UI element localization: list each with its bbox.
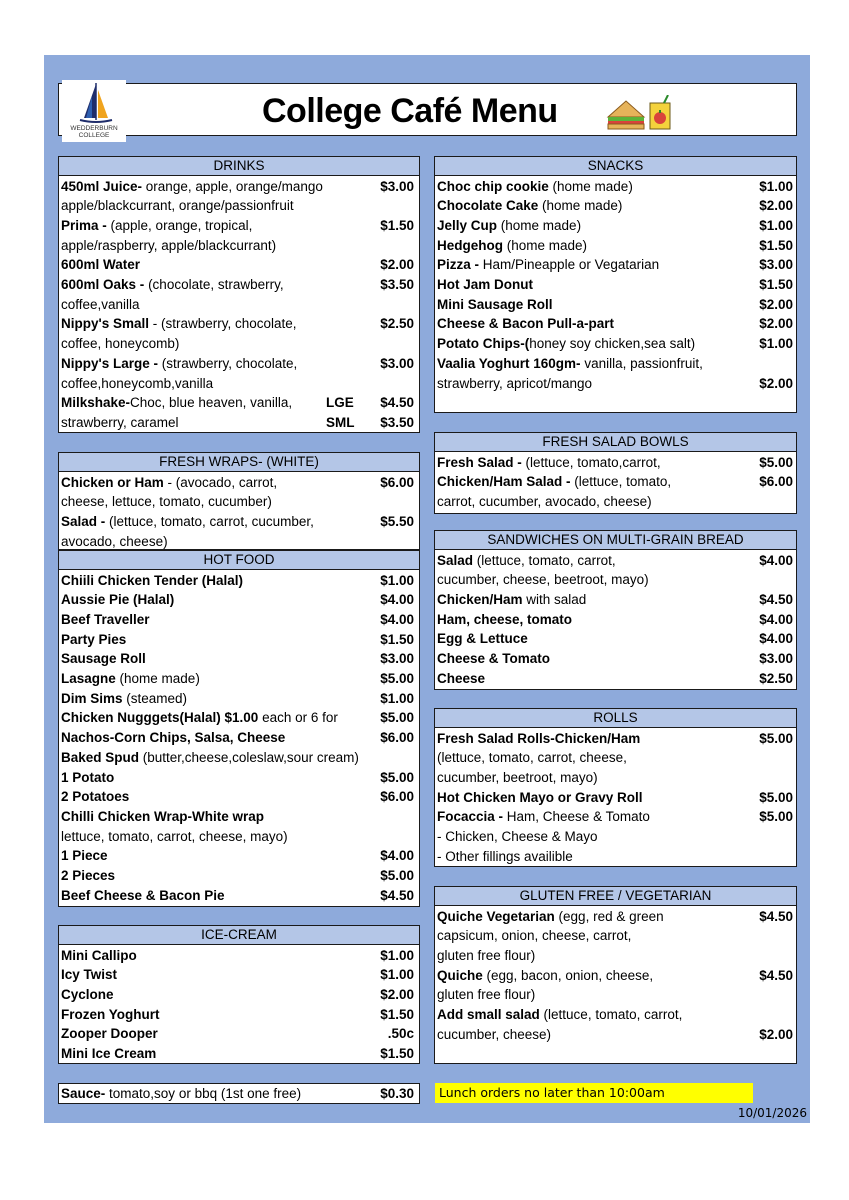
item-name: Chiili Chicken Tender (Halal)	[61, 572, 244, 588]
menu-item-row	[61, 492, 272, 512]
menu-item-row	[61, 354, 297, 374]
item-price: $1.50	[380, 1046, 414, 1061]
menu-item-row	[61, 1005, 160, 1025]
menu-date: 10/01/2026	[737, 1106, 807, 1120]
menu-item-row	[61, 374, 213, 394]
menu-item-row	[61, 728, 285, 748]
menu-item-row	[437, 236, 587, 256]
menu-item-row	[61, 512, 314, 532]
item-price: $4.00	[380, 592, 414, 608]
item-detail: honey soy chicken,sea salt)	[529, 336, 696, 352]
school-logo	[62, 80, 126, 142]
menu-item-row	[437, 907, 664, 927]
item-price: $3.50	[380, 277, 414, 292]
item-name: Hot Chicken Mayo or Gravy Roll	[437, 789, 643, 805]
menu-item-row	[61, 413, 179, 433]
item-name: Ham, cheese, tomato	[437, 611, 573, 627]
menu-item-row	[61, 946, 137, 966]
item-price: $5.00	[759, 809, 793, 825]
menu-item-row	[61, 846, 108, 866]
item-price: $6.00	[380, 730, 414, 746]
menu-item-row	[61, 787, 129, 807]
item-price: $6.00	[380, 474, 414, 490]
item-name: Cheese & Tomato	[437, 651, 551, 666]
item-price: $4.00	[380, 611, 414, 627]
item-name: Dim Sims	[61, 690, 123, 706]
item-price: $1.00	[759, 178, 793, 194]
item-name: Choc chip cookie	[437, 178, 549, 194]
item-detail: gluten free flour)	[437, 947, 536, 963]
item-price: $3.00	[380, 355, 414, 371]
item-price: $1.00	[380, 947, 414, 963]
item-name: Hedgehog	[437, 237, 503, 253]
item-price: $2.50	[380, 316, 414, 332]
item-name: Quiche	[437, 967, 483, 983]
item-name: Quiche Vegetarian	[437, 908, 555, 924]
item-detail: coffee,vanilla	[61, 296, 140, 312]
item-detail: Choc, blue heaven, vanilla,	[130, 395, 293, 411]
item-price: $2.00	[759, 316, 793, 332]
size-label: LGE	[326, 395, 354, 411]
item-detail: (home made)	[548, 178, 633, 194]
item-name: Pizza -	[437, 257, 480, 273]
menu-item-row	[61, 708, 338, 728]
item-detail: (butter,cheese,coleslaw,sour cream)	[139, 749, 359, 765]
item-name: Cheese & Bacon Pull-a-part	[437, 316, 615, 332]
menu-item-row	[61, 334, 179, 354]
rolls-header: ROLLS	[434, 708, 797, 728]
item-detail: - Chicken, Cheese & Mayo	[437, 829, 598, 844]
menu-item-row	[61, 393, 292, 413]
menu-item-row	[437, 847, 573, 867]
item-price: $3.00	[759, 257, 793, 273]
item-name: Cheese	[437, 670, 486, 686]
item-name: Fresh Salad -	[437, 454, 522, 470]
item-name: Chilli Chicken Wrap-White wrap	[61, 808, 265, 824]
item-price: $4.00	[759, 631, 793, 647]
item-price: $4.50	[759, 591, 793, 607]
menu-item-row	[61, 473, 277, 493]
item-name: Beef Cheese & Bacon Pie	[61, 887, 225, 903]
menu-item-row	[437, 334, 695, 354]
item-detail: Ham/Pineapple or Vegatarian	[479, 257, 660, 273]
item-detail: (lettuce, tomato, carrot,	[539, 1007, 683, 1022]
menu-item-row	[61, 669, 200, 689]
lunch-order-note: Lunch orders no later than 10:00am	[435, 1083, 753, 1103]
menu-item-row	[437, 610, 572, 630]
item-detail: - (avocado, carrot,	[163, 474, 278, 490]
menu-item-row	[437, 177, 633, 197]
item-name: Nachos-Corn Chips, Salsa, Cheese	[61, 730, 286, 746]
item-detail: avocado, cheese)	[61, 533, 168, 549]
item-price: $5.00	[759, 454, 793, 470]
item-name: Cyclone	[61, 986, 114, 1002]
salad-bowls-header: FRESH SALAD BOWLS	[434, 432, 797, 452]
menu-item-row	[61, 827, 288, 847]
drinks-header: DRINKS	[58, 156, 420, 176]
menu-item-row	[437, 926, 631, 946]
logo-text: WEDDERBURN COLLEGE	[70, 125, 118, 139]
item-name: Chicken/Ham Salad -	[437, 474, 571, 490]
item-detail: (lettuce, tomato,	[570, 474, 672, 490]
item-price: $5.00	[380, 710, 414, 726]
item-name: Chicken/Ham	[437, 591, 523, 607]
menu-item-row	[437, 314, 614, 334]
item-price: $5.00	[759, 730, 793, 746]
menu-item-row	[437, 768, 598, 788]
menu-item-row	[61, 886, 225, 906]
item-detail: cucumber, cheese)	[437, 1026, 552, 1042]
item-price: $1.50	[380, 1006, 414, 1022]
item-name: Focaccia -	[437, 809, 504, 825]
menu-item-row	[61, 985, 114, 1005]
item-price: $1.00	[380, 967, 414, 983]
item-price: $4.50	[759, 967, 793, 983]
item-price: $2.00	[380, 986, 414, 1002]
item-price: $1.50	[380, 631, 414, 647]
item-detail: capsicum, onion, cheese, carrot,	[437, 928, 632, 944]
item-detail: (egg, bacon, onion, cheese,	[482, 967, 654, 983]
item-detail: carrot, cucumber, avocado, cheese)	[437, 493, 652, 509]
menu-item-row	[61, 571, 243, 591]
item-detail: - (strawberry, chocolate,	[149, 316, 297, 332]
item-price: $2.00	[759, 1026, 793, 1042]
item-name: Nippy's Small	[61, 316, 149, 332]
item-detail: strawberry, caramel	[61, 414, 179, 430]
item-price: $4.50	[380, 887, 414, 903]
menu-item-row	[437, 1005, 682, 1025]
menu-item-row	[61, 1044, 156, 1064]
item-price: $3.50	[380, 414, 414, 430]
menu-item-row	[437, 216, 581, 236]
menu-item-row	[61, 216, 252, 236]
item-detail: gluten free flour)	[437, 987, 536, 1003]
item-price: $4.00	[380, 848, 414, 864]
item-name: Lasagne	[61, 671, 116, 686]
item-name: Milkshake-	[61, 395, 131, 411]
item-price: .50c	[387, 1026, 414, 1042]
item-name: Egg & Lettuce	[437, 631, 528, 647]
item-price: $4.50	[759, 908, 793, 924]
menu-item-row	[437, 354, 703, 374]
menu-item-row	[61, 965, 117, 985]
item-detail: tomato,soy or bbq (1st one free)	[105, 1085, 302, 1101]
gluten-free-header: GLUTEN FREE / VEGETARIAN	[434, 886, 797, 906]
item-price: $6.00	[380, 789, 414, 805]
item-name: Add small salad	[437, 1007, 540, 1022]
item-price: $4.00	[759, 552, 793, 568]
menu-item-row	[437, 649, 550, 669]
item-name: 450ml Juice-	[61, 178, 143, 194]
menu-item-row	[437, 748, 627, 768]
menu-item-row	[437, 966, 653, 986]
menu-item-row	[61, 748, 359, 768]
item-detail: (lettuce, tomato, carrot,	[473, 552, 616, 568]
item-detail: Ham, Cheese & Tomato	[503, 809, 650, 825]
item-name: Jelly Cup	[437, 217, 498, 233]
item-name: Baked Spud	[61, 749, 140, 765]
menu-item-row	[61, 177, 323, 197]
item-detail: - Other fillings availible	[437, 848, 573, 864]
item-name: Prima -	[61, 217, 107, 233]
item-name: Sausage Roll	[61, 651, 146, 667]
sandwiches-header: SANDWICHES ON MULTI-GRAIN BREAD	[434, 530, 797, 550]
item-price: $2.00	[759, 296, 793, 312]
menu-item-row	[437, 551, 616, 571]
item-detail: (chocolate, strawberry,	[144, 277, 284, 292]
menu-item-row	[437, 570, 649, 590]
item-price: $2.00	[759, 198, 793, 214]
menu-item-row	[437, 729, 640, 749]
item-detail: apple/blackcurrant, orange/passionfruit	[61, 198, 294, 214]
item-name: Beef Traveller	[61, 611, 150, 627]
item-detail: vanilla, passionfruit,	[580, 355, 703, 371]
menu-item-row	[61, 768, 114, 788]
item-price: $2.00	[759, 375, 793, 391]
menu-item-row	[437, 807, 650, 827]
item-name: 2 Pieces	[61, 868, 116, 883]
item-name: Icy Twist	[61, 967, 118, 983]
item-price: $1.50	[759, 237, 793, 253]
item-detail: coffee,honeycomb,vanilla	[61, 375, 214, 391]
item-name: 600ml Water	[61, 257, 141, 273]
item-name: Chocolate Cake	[437, 198, 539, 214]
menu-item-row	[437, 946, 535, 966]
menu-item-row	[437, 453, 661, 473]
hot-food-header: HOT FOOD	[58, 550, 420, 570]
menu-item-row	[61, 532, 168, 552]
menu-item-row	[437, 827, 598, 847]
menu-item-row	[437, 985, 535, 1005]
menu-item-row	[61, 314, 297, 334]
item-detail: (lettuce, tomato, carrot, cheese,	[437, 750, 627, 766]
ice-cream-header: ICE-CREAM	[58, 925, 420, 945]
menu-item-row	[61, 275, 284, 295]
size-label: SML	[326, 414, 355, 430]
menu-item-row	[437, 255, 659, 275]
item-price: $3.00	[380, 178, 414, 194]
menu-item-row	[437, 1025, 551, 1045]
item-name: Mini Ice Cream	[61, 1046, 157, 1061]
menu-item-row	[61, 196, 294, 216]
item-name: Sauce-	[61, 1085, 106, 1101]
item-name: Chicken Nugggets(Halal) $1.00	[61, 710, 259, 726]
sandwich-juice-icon	[606, 95, 676, 131]
item-detail: (home made)	[115, 671, 200, 686]
item-detail: cucumber, cheese, beetroot, mayo)	[437, 572, 649, 588]
item-name: Aussie Pie (Halal)	[61, 592, 175, 608]
item-name: Fresh Salad Rolls-Chicken/Ham	[437, 730, 641, 746]
item-price: $2.00	[380, 257, 414, 273]
item-detail: (strawberry, chocolate,	[157, 355, 298, 371]
item-detail: apple/raspberry, apple/blackcurrant)	[61, 237, 277, 253]
item-price: $4.50	[380, 395, 414, 411]
snacks-header: SNACKS	[434, 156, 797, 176]
item-name: Salad -	[61, 513, 106, 529]
item-price: $1.00	[759, 336, 793, 352]
menu-item-row	[437, 590, 586, 610]
menu-item-row	[437, 295, 553, 315]
item-name: 1 Potato	[61, 769, 115, 785]
item-name: Nippy's Large -	[61, 355, 158, 371]
menu-item-row	[437, 472, 671, 492]
item-price: $3.00	[759, 651, 793, 666]
menu-item-row	[61, 590, 174, 610]
item-name: Mini Callipo	[61, 947, 137, 963]
menu-item-row	[61, 689, 187, 709]
sailboat-logo-icon	[62, 80, 126, 124]
item-detail: with salad	[522, 591, 587, 607]
menu-item-row	[437, 374, 592, 394]
item-price: $5.00	[759, 789, 793, 805]
item-name: Chicken or Ham	[61, 474, 164, 490]
item-name: Party Pies	[61, 631, 127, 647]
item-name: Mini Sausage Roll	[437, 296, 553, 312]
item-detail: each or 6 for	[258, 710, 338, 726]
item-detail: (home made)	[538, 198, 623, 214]
item-detail: strawberry, apricot/mango	[437, 375, 593, 391]
item-detail: (lettuce, tomato,carrot,	[521, 454, 661, 470]
item-name: 1 Piece	[61, 848, 108, 864]
item-name: 2 Potatoes	[61, 789, 130, 805]
menu-item-row	[437, 492, 652, 512]
item-price: $1.00	[380, 572, 414, 588]
item-price: $1.00	[759, 217, 793, 233]
item-price: $4.00	[759, 611, 793, 627]
item-price: $1.50	[759, 277, 793, 292]
item-detail: orange, apple, orange/mango	[142, 178, 323, 194]
item-detail: (egg, red & green	[554, 908, 664, 924]
menu-item-row	[61, 807, 264, 827]
sauce-price: $0.30	[380, 1085, 414, 1101]
item-name: Potato Chips-(	[437, 336, 530, 352]
page-title: College Café Menu	[262, 92, 558, 130]
item-detail: cucumber, beetroot, mayo)	[437, 769, 598, 785]
item-detail: lettuce, tomato, carrot, cheese, mayo)	[61, 828, 288, 844]
item-price: $5.00	[380, 868, 414, 883]
item-detail: (lettuce, tomato, carrot, cucumber,	[105, 513, 314, 529]
item-detail: (steamed)	[122, 690, 188, 706]
menu-item-row	[61, 1024, 158, 1044]
menu-item-row	[437, 196, 622, 216]
menu-item-row	[61, 866, 115, 886]
menu-item-row	[61, 630, 126, 650]
item-detail: coffee, honeycomb)	[61, 336, 180, 352]
item-price: $1.50	[380, 217, 414, 233]
item-price: $2.50	[759, 670, 793, 686]
item-price: $5.00	[380, 769, 414, 785]
wraps-header: FRESH WRAPS- (WHITE)	[58, 452, 420, 472]
menu-item-row	[61, 610, 150, 630]
item-price: $3.00	[380, 651, 414, 667]
sauce-row	[61, 1084, 301, 1104]
item-name: Hot Jam Donut	[437, 277, 533, 292]
menu-item-row	[61, 295, 140, 315]
item-price: $6.00	[759, 474, 793, 490]
item-name: Frozen Yoghurt	[61, 1006, 160, 1022]
menu-item-row	[61, 649, 146, 669]
menu-item-row	[437, 669, 485, 689]
menu-item-row	[437, 788, 643, 808]
item-detail: cheese, lettuce, tomato, cucumber)	[61, 494, 272, 510]
item-name: 600ml Oaks -	[61, 277, 145, 292]
menu-item-row	[61, 255, 140, 275]
item-detail: (home made)	[503, 237, 588, 253]
menu-item-row	[61, 236, 276, 256]
item-detail: (home made)	[497, 217, 582, 233]
item-name: Zooper Dooper	[61, 1026, 158, 1042]
menu-item-row	[437, 275, 533, 295]
item-price: $5.00	[380, 671, 414, 686]
menu-item-row	[437, 629, 528, 649]
item-detail: (apple, orange, tropical,	[106, 217, 253, 233]
item-name: Salad	[437, 552, 474, 568]
item-price: $1.00	[380, 690, 414, 706]
item-price: $5.50	[380, 513, 414, 529]
item-name: Vaalia Yoghurt 160gm-	[437, 355, 581, 371]
